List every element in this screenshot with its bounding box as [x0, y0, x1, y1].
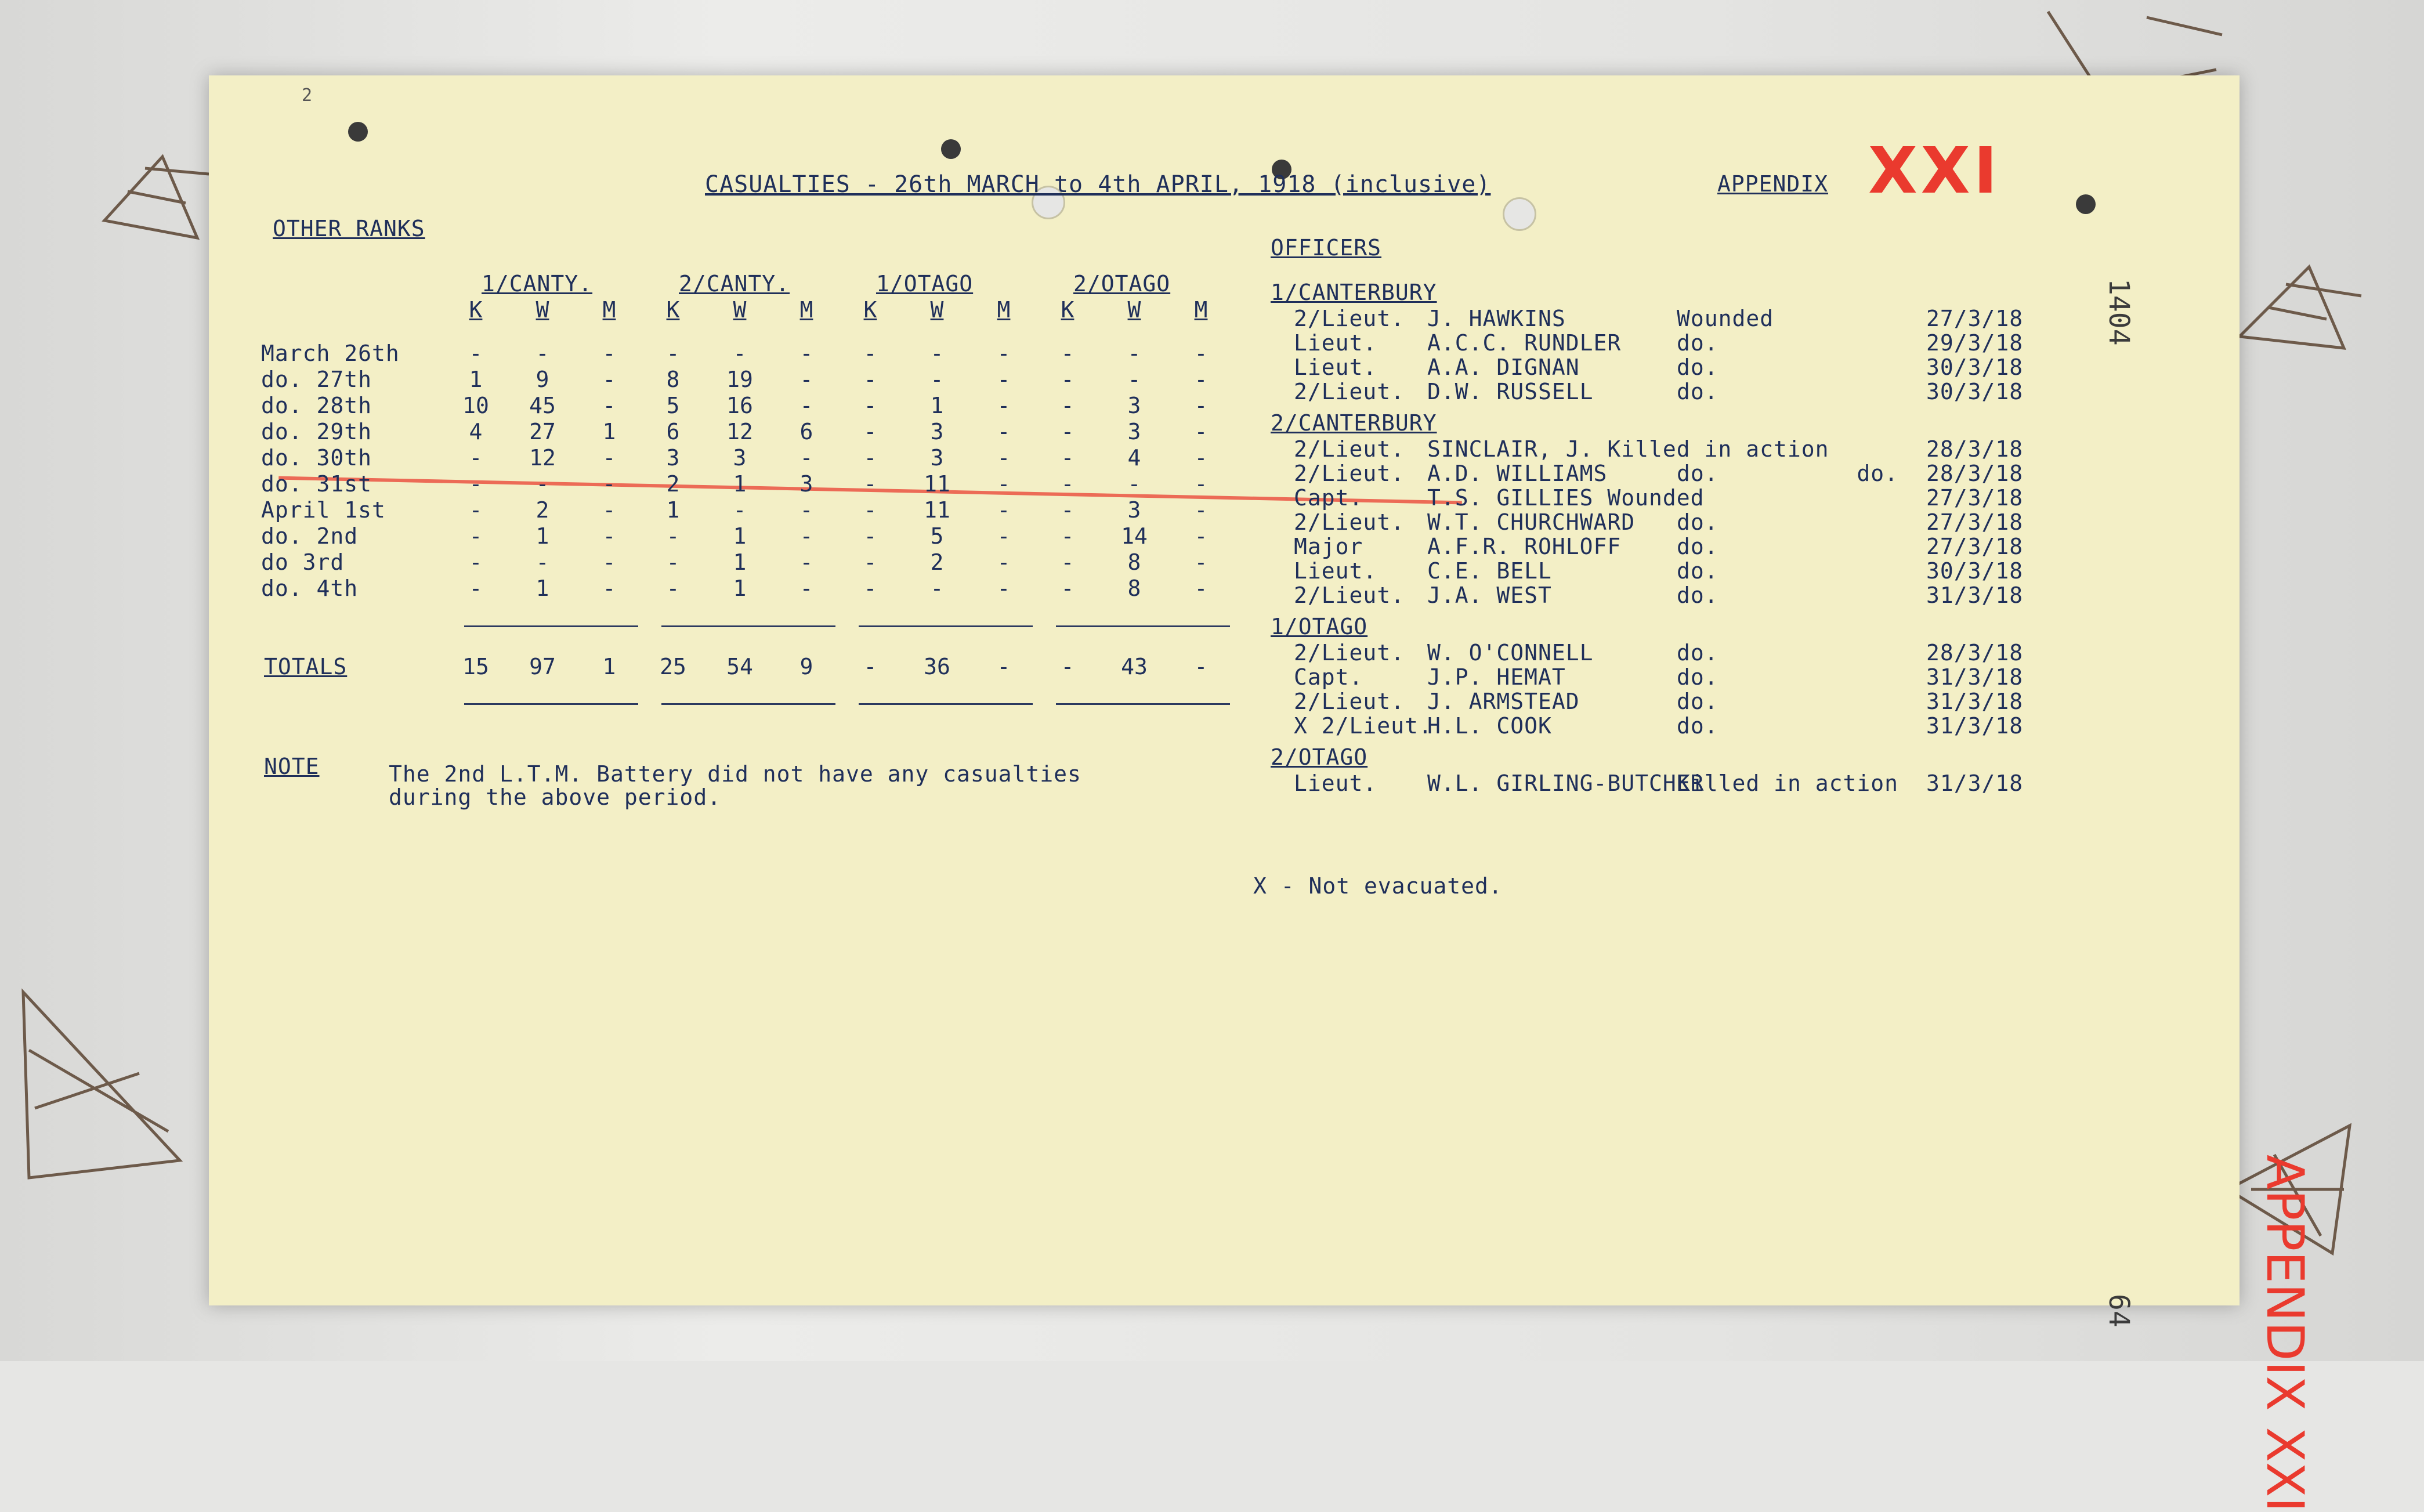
table-cell: -: [602, 523, 616, 549]
table-cell: -: [799, 445, 813, 471]
table-cell: 3: [1127, 393, 1141, 418]
table-cell: 1: [733, 576, 747, 601]
officer-rank: Capt.: [1294, 485, 1363, 511]
table-cell: -: [602, 497, 616, 523]
officer-status: do.: [1677, 509, 1718, 535]
officer-rank: 2/Lieut.: [1294, 379, 1405, 404]
table-cell: -: [863, 419, 877, 444]
table-cell: -: [469, 471, 483, 497]
table-cell: 3: [930, 419, 944, 444]
rule-line: [859, 625, 1033, 627]
column-letter: K: [666, 297, 680, 323]
table-cell: -: [1194, 367, 1208, 392]
officer-name: W. O'CONNELL: [1427, 640, 1594, 665]
table-cell: -: [469, 497, 483, 523]
table-cell: -: [1061, 341, 1074, 366]
totals-cell: 9: [799, 654, 813, 679]
table-cell: -: [536, 341, 549, 366]
officer-rank: Lieut.: [1294, 558, 1377, 584]
table-cell: -: [1127, 341, 1141, 366]
officer-name: SINCLAIR, J. Killed in action: [1427, 436, 1829, 462]
table-cell: 1: [930, 393, 944, 418]
officers-heading: OFFICERS: [1271, 235, 1382, 261]
officer-rank: 2/Lieut.: [1294, 306, 1405, 331]
table-cell: -: [1194, 445, 1208, 471]
table-cell: -: [1061, 445, 1074, 471]
table-cell: 19: [726, 367, 753, 392]
table-cell: -: [863, 576, 877, 601]
officer-date: 31/3/18: [1926, 583, 2024, 608]
totals-cell: 36: [924, 654, 950, 679]
officer-name: T.S. GILLIES Wounded: [1427, 485, 1705, 511]
officer-date: 30/3/18: [1926, 558, 2024, 584]
officer-name: J. HAWKINS: [1427, 306, 1566, 331]
officer-rank: 2/Lieut.: [1294, 689, 1405, 714]
officer-name: J.A. WEST: [1427, 583, 1552, 608]
officer-date: 31/3/18: [1926, 689, 2024, 714]
officer-status: do.: [1677, 558, 1718, 584]
officer-date: 31/3/18: [1926, 713, 2024, 739]
officer-status: do.: [1677, 664, 1718, 690]
officer-name: A.A. DIGNAN: [1427, 355, 1580, 380]
table-cell: -: [1194, 497, 1208, 523]
table-cell: 6: [799, 419, 813, 444]
officer-rank: Lieut.: [1294, 330, 1377, 356]
table-cell: -: [1194, 419, 1208, 444]
officer-rank: 2/Lieut.: [1294, 461, 1405, 486]
officer-status: do.: [1677, 640, 1718, 665]
table-cell: -: [1061, 393, 1074, 418]
table-cell: 4: [1127, 445, 1141, 471]
column-letter: M: [997, 297, 1011, 323]
table-cell: -: [997, 471, 1011, 497]
table-cell: 1: [733, 471, 747, 497]
table-cell: -: [863, 471, 877, 497]
corner-mark: 2: [302, 85, 313, 106]
officer-date: 27/3/18: [1926, 534, 2024, 559]
table-cell: 2: [666, 471, 680, 497]
backing-sketch-right: [2228, 220, 2402, 371]
table-cell: -: [799, 367, 813, 392]
table-cell: 3: [930, 445, 944, 471]
officer-status: Wounded: [1677, 306, 1774, 331]
totals-cell: 54: [726, 654, 753, 679]
table-cell: -: [863, 549, 877, 575]
unit-heading: 1/OTAGO: [876, 271, 974, 296]
table-cell: -: [863, 497, 877, 523]
table-cell: -: [1061, 523, 1074, 549]
officer-rank: 2/Lieut.: [1294, 436, 1405, 462]
table-cell: -: [602, 576, 616, 601]
officer-name: A.F.R. ROHLOFF: [1427, 534, 1622, 559]
table-cell: -: [1194, 549, 1208, 575]
note-line-2: during the above period.: [389, 784, 722, 810]
table-cell: -: [863, 523, 877, 549]
officer-status: do.: [1677, 689, 1718, 714]
column-letter: M: [602, 297, 616, 323]
table-cell: -: [799, 576, 813, 601]
officer-date: 28/3/18: [1926, 436, 2024, 462]
table-cell: 5: [666, 393, 680, 418]
table-cell: -: [1061, 367, 1074, 392]
totals-cell: -: [1061, 654, 1074, 679]
unit-heading: 2/CANTY.: [679, 271, 790, 296]
officer-date: 30/3/18: [1926, 379, 2024, 404]
appendix-stamp: XXI: [1868, 133, 2001, 208]
rule-line: [661, 625, 835, 627]
table-cell: -: [469, 341, 483, 366]
table-cell: -: [863, 367, 877, 392]
rule-line: [464, 703, 638, 705]
totals-cell: 43: [1121, 654, 1148, 679]
unit-heading: 1/CANTY.: [482, 271, 593, 296]
table-cell: 2: [536, 497, 549, 523]
table-cell: 2: [930, 549, 944, 575]
page-title: CASUALTIES - 26th MARCH to 4th APRIL, 1918 (inclusive): [705, 171, 1491, 198]
row-date: March 26th: [261, 341, 400, 366]
table-cell: -: [1194, 471, 1208, 497]
table-cell: 1: [733, 523, 747, 549]
table-cell: -: [1061, 576, 1074, 601]
table-cell: -: [602, 393, 616, 418]
column-letter: W: [733, 297, 747, 323]
column-letter: M: [1194, 297, 1208, 323]
table-cell: 1: [536, 523, 549, 549]
table-cell: -: [1194, 523, 1208, 549]
punch-hole: [1503, 197, 1536, 231]
table-cell: -: [536, 471, 549, 497]
table-cell: -: [469, 549, 483, 575]
officers-footnote: X - Not evacuated.: [1253, 873, 1503, 899]
column-letter: W: [536, 297, 549, 323]
officer-date: 27/3/18: [1926, 485, 2024, 511]
table-cell: -: [1127, 471, 1141, 497]
table-cell: 1: [602, 419, 616, 444]
table-cell: -: [666, 523, 680, 549]
table-cell: -: [930, 367, 944, 392]
table-cell: -: [1061, 471, 1074, 497]
table-cell: 27: [529, 419, 556, 444]
totals-cell: 25: [660, 654, 686, 679]
table-cell: -: [1194, 393, 1208, 418]
column-letter: W: [1127, 297, 1141, 323]
table-cell: -: [997, 445, 1011, 471]
officer-rank: Capt.: [1294, 664, 1363, 690]
column-letter: K: [1061, 297, 1074, 323]
table-cell: 1: [666, 497, 680, 523]
table-cell: -: [733, 497, 747, 523]
table-cell: -: [469, 523, 483, 549]
officer-status: do.: [1677, 330, 1718, 356]
table-cell: 3: [1127, 497, 1141, 523]
officer-rank: 2/Lieut.: [1294, 509, 1405, 535]
backing-sketch-bottom-left: [6, 957, 203, 1224]
officer-rank: X 2/Lieut.: [1294, 713, 1432, 739]
unit-heading: 2/OTAGO: [1073, 271, 1171, 296]
note-label: NOTE: [264, 754, 320, 779]
officer-unit-heading: 1/CANTERBURY: [1271, 280, 1437, 305]
totals-cell: -: [997, 654, 1011, 679]
table-cell: -: [602, 471, 616, 497]
table-cell: -: [799, 341, 813, 366]
table-cell: -: [1061, 419, 1074, 444]
officer-status: do. do.: [1677, 461, 1899, 486]
totals-label: TOTALS: [264, 654, 348, 679]
table-cell: 3: [1127, 419, 1141, 444]
rule-line: [1056, 703, 1230, 705]
table-cell: -: [997, 523, 1011, 549]
table-cell: -: [602, 549, 616, 575]
table-cell: -: [799, 393, 813, 418]
officer-date: 30/3/18: [1926, 355, 2024, 380]
table-cell: -: [666, 341, 680, 366]
totals-cell: 15: [462, 654, 489, 679]
officer-name: J. ARMSTEAD: [1427, 689, 1580, 714]
row-date: do. 28th: [261, 393, 372, 418]
officer-name: H.L. COOK: [1427, 713, 1552, 739]
table-cell: 9: [536, 367, 549, 392]
row-date: do. 31st: [261, 471, 372, 497]
table-cell: 1: [536, 576, 549, 601]
totals-cell: -: [1194, 654, 1208, 679]
table-cell: -: [1194, 341, 1208, 366]
table-cell: -: [1061, 549, 1074, 575]
table-cell: -: [997, 576, 1011, 601]
table-cell: -: [997, 419, 1011, 444]
officer-status: do.: [1677, 355, 1718, 380]
table-cell: 12: [726, 419, 753, 444]
officer-rank: 2/Lieut.: [1294, 640, 1405, 665]
punch-hole: [2076, 194, 2096, 214]
table-cell: -: [1194, 576, 1208, 601]
table-cell: 11: [924, 497, 950, 523]
officer-name: A.C.C. RUNDLER: [1427, 330, 1622, 356]
table-cell: 3: [799, 471, 813, 497]
table-cell: -: [602, 341, 616, 366]
appendix-label: APPENDIX: [1717, 171, 1829, 197]
column-letter: W: [930, 297, 944, 323]
table-cell: -: [666, 576, 680, 601]
table-cell: -: [536, 549, 549, 575]
table-cell: 8: [666, 367, 680, 392]
table-cell: -: [1127, 367, 1141, 392]
officer-status: do.: [1677, 534, 1718, 559]
officer-rank: Lieut.: [1294, 355, 1377, 380]
officer-date: 27/3/18: [1926, 509, 2024, 535]
table-cell: 8: [1127, 576, 1141, 601]
table-cell: -: [666, 549, 680, 575]
officer-unit-heading: 2/OTAGO: [1271, 744, 1368, 770]
table-cell: -: [997, 549, 1011, 575]
table-cell: -: [863, 445, 877, 471]
officer-date: 27/3/18: [1926, 306, 2024, 331]
table-cell: 4: [469, 419, 483, 444]
row-date: do. 29th: [261, 419, 372, 444]
column-letter: K: [469, 297, 483, 323]
side-appendix-stamp: APPENDIX XXI: [2255, 1155, 2315, 1512]
row-date: do. 27th: [261, 367, 372, 392]
table-cell: -: [997, 393, 1011, 418]
table-cell: -: [997, 497, 1011, 523]
table-cell: -: [799, 549, 813, 575]
column-letter: K: [863, 297, 877, 323]
rule-line: [661, 703, 835, 705]
table-cell: -: [602, 445, 616, 471]
table-cell: 3: [666, 445, 680, 471]
officer-unit-heading: 1/OTAGO: [1271, 614, 1368, 639]
table-cell: 10: [462, 393, 489, 418]
officer-rank: Major: [1294, 534, 1363, 559]
row-date: April 1st: [261, 497, 386, 523]
table-cell: -: [930, 341, 944, 366]
totals-cell: 1: [602, 654, 616, 679]
table-cell: 16: [726, 393, 753, 418]
table-cell: 14: [1121, 523, 1148, 549]
document-page: [209, 75, 2315, 1512]
table-cell: -: [997, 341, 1011, 366]
officer-status: do.: [1677, 379, 1718, 404]
row-date: do 3rd: [261, 549, 345, 575]
rule-line: [859, 703, 1033, 705]
totals-cell: -: [863, 654, 877, 679]
table-cell: -: [997, 367, 1011, 392]
row-date: do. 4th: [261, 576, 359, 601]
officer-rank: 2/Lieut.: [1294, 583, 1405, 608]
table-cell: 45: [529, 393, 556, 418]
officer-date: 31/3/18: [1926, 664, 2024, 690]
table-cell: 11: [924, 471, 950, 497]
punch-hole: [941, 139, 961, 159]
table-cell: -: [863, 341, 877, 366]
officer-name: J.P. HEMAT: [1427, 664, 1566, 690]
officer-status: do.: [1677, 583, 1718, 608]
table-cell: -: [469, 445, 483, 471]
officer-status: Killed in action: [1677, 771, 1899, 796]
table-cell: -: [863, 393, 877, 418]
officer-date: 31/3/18: [1926, 771, 2024, 796]
table-cell: -: [1061, 497, 1074, 523]
table-cell: 3: [733, 445, 747, 471]
table-cell: 1: [469, 367, 483, 392]
table-cell: 6: [666, 419, 680, 444]
folio-number-top: 1404: [2103, 278, 2135, 346]
table-cell: 8: [1127, 549, 1141, 575]
table-cell: -: [602, 367, 616, 392]
table-cell: -: [799, 497, 813, 523]
table-cell: -: [469, 576, 483, 601]
note-line-1: The 2nd L.T.M. Battery did not have any casualties: [389, 761, 1081, 787]
punch-hole: [348, 122, 368, 142]
officer-date: 28/3/18: [1926, 640, 2024, 665]
rule-line: [464, 625, 638, 627]
folio-number-bottom: 64: [2103, 1294, 2135, 1327]
column-letter: M: [799, 297, 813, 323]
officer-name: A.D. WILLIAMS: [1427, 461, 1608, 486]
table-cell: -: [733, 341, 747, 366]
other-ranks-heading: OTHER RANKS: [273, 216, 425, 241]
table-cell: -: [799, 523, 813, 549]
totals-cell: 97: [529, 654, 556, 679]
table-cell: 12: [529, 445, 556, 471]
row-date: do. 2nd: [261, 523, 359, 549]
officer-date: 28/3/18: [1926, 461, 2024, 486]
rule-line: [1056, 625, 1230, 627]
officer-date: 29/3/18: [1926, 330, 2024, 356]
officer-name: W.T. CHURCHWARD: [1427, 509, 1636, 535]
officer-name: W.L. GIRLING-BUTCHER: [1427, 771, 1705, 796]
officer-rank: Lieut.: [1294, 771, 1377, 796]
table-cell: -: [930, 576, 944, 601]
table-cell: 5: [930, 523, 944, 549]
row-date: do. 30th: [261, 445, 372, 471]
officer-unit-heading: 2/CANTERBURY: [1271, 410, 1437, 436]
officer-status: do.: [1677, 713, 1718, 739]
officer-name: C.E. BELL: [1427, 558, 1552, 584]
table-cell: 1: [733, 549, 747, 575]
officer-name: D.W. RUSSELL: [1427, 379, 1594, 404]
